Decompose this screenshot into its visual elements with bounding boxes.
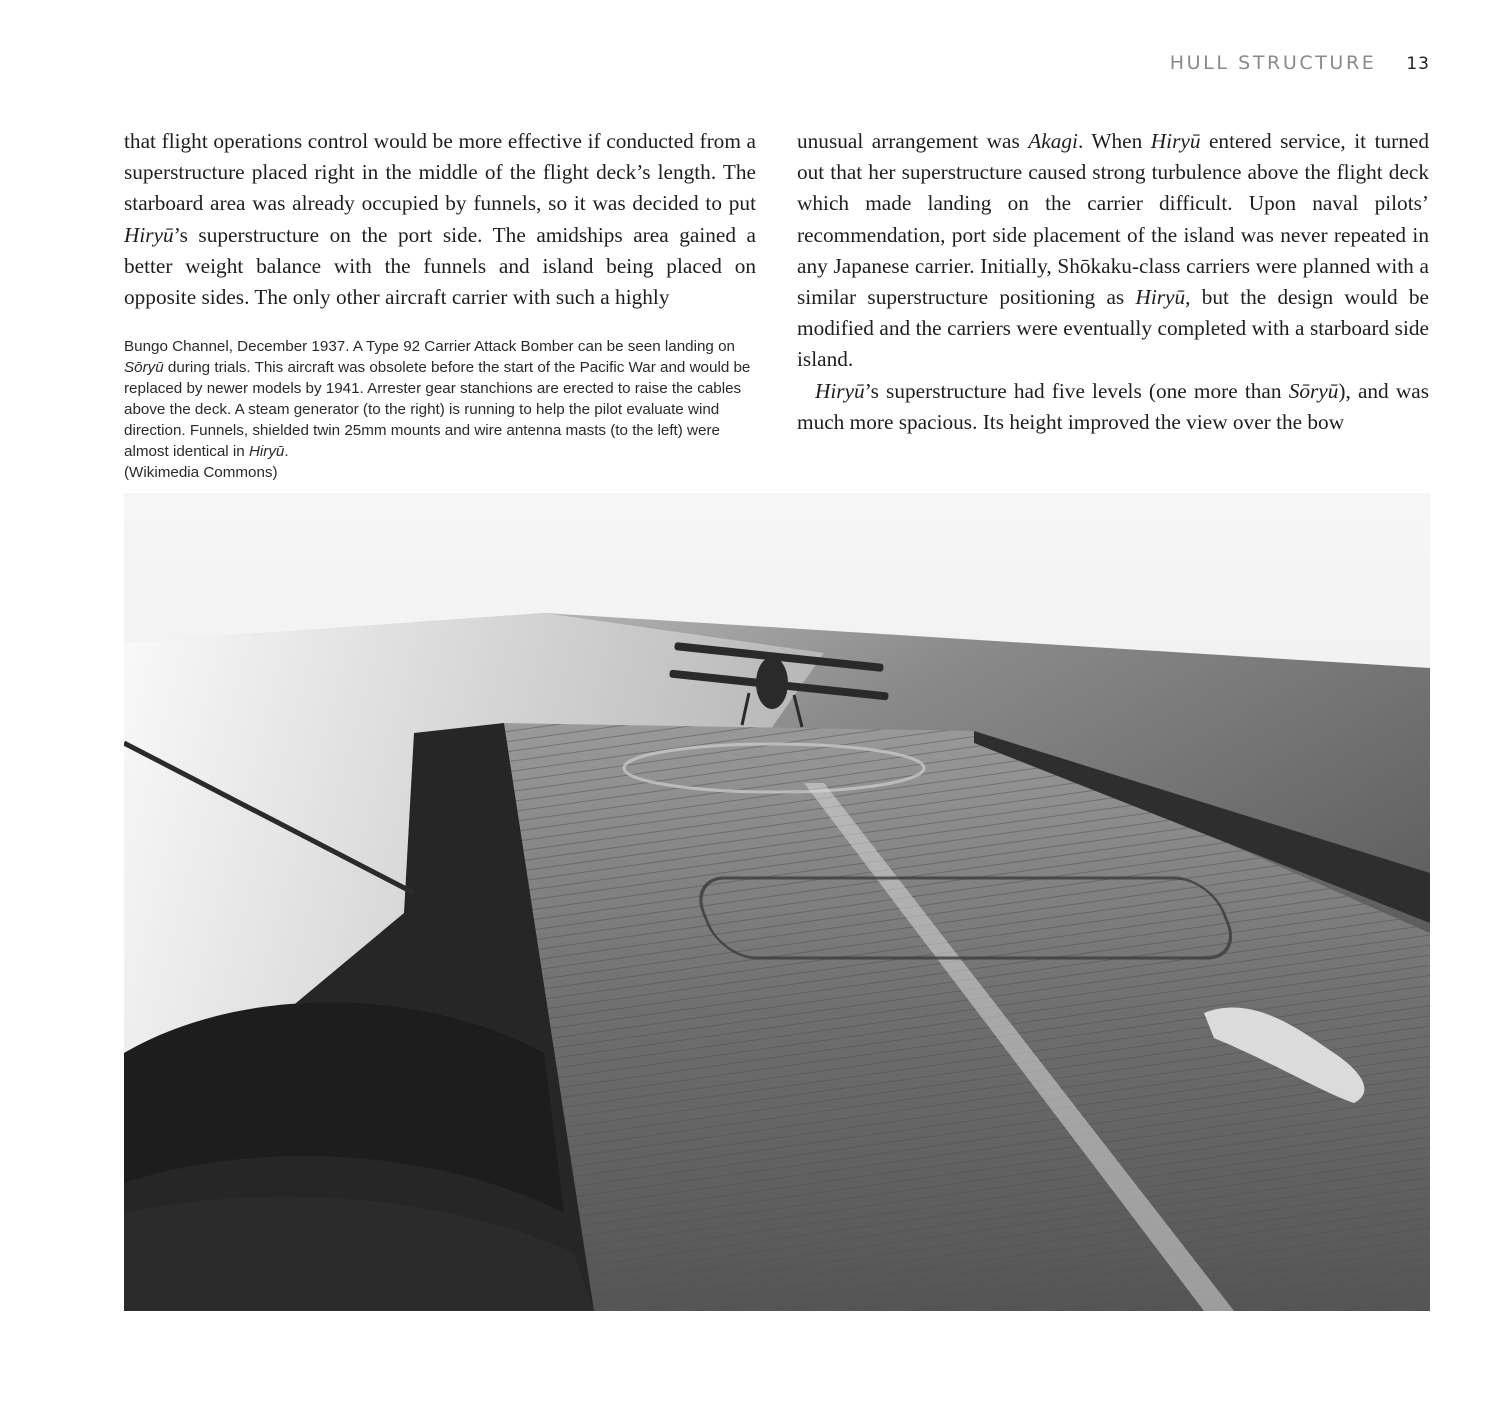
- carrier-deck-photo: [124, 493, 1430, 1311]
- ship-name: Hiryū: [1135, 285, 1186, 310]
- body-paragraph: Hiryū’s superstructure had five levels (one more than Sōryū), and was much more spacious. Its height improved the view over the bow: [797, 378, 1429, 434]
- ship-name: Sōryū: [124, 359, 164, 376]
- ship-name: Akagi: [1028, 129, 1078, 153]
- photo-credit: (Wikimedia Commons): [124, 464, 278, 481]
- section-title: HULL STRUCTURE: [1169, 52, 1377, 74]
- page-number: 13: [1406, 54, 1430, 74]
- ship-name: Hiryū: [124, 222, 174, 247]
- body-paragraph: unusual arrangement was Akagi. When Hiryū entered service, it turned out that her superstructure caused strong turbulence above the flight deck which made landing on the carrier difficult. Upon naval pilots’ recommendation, port side placement of the island was never repeated in any Japanese carrier. Initially, Shōkaku-class carriers were planned with a similar superstructure positioning as Hiryū, but the design would be modified and the carriers were eventually completed with a starboard side island.: [797, 129, 1430, 372]
- ship-name: Sōryū: [1288, 378, 1339, 403]
- body-column-left: [124, 126, 756, 313]
- running-head: [1170, 52, 1430, 74]
- ship-name: Hiryū: [248, 443, 285, 460]
- ship-name: Hiryū: [815, 378, 865, 403]
- ship-name: Hiryū: [1150, 129, 1201, 153]
- photo-caption: [124, 336, 760, 483]
- caption-text: Bungo Channel, December 1937. A Type 92 Carrier Attack Bomber can be seen landing on Sōryū during trials. This aircraft was obsolete before the start of the Pacific War and would be replaced by newer models by 1941. Arrester gear stanchions are erected to raise the cables above the deck. A steam generator (to the right) is running to help the pilot evaluate wind direction. Funnels, shielded twin 25mm mounts and wire antenna masts (to the left) were almost identical in Hiryū.: [124, 338, 751, 460]
- body-paragraph: that flight operations control would be more effective if conducted from a superstructure placed right in the middle of the flight deck’s length. The starboard area was already occupied by funnels, so it was decided to put Hiryū’s superstructure on the port side. The amidships area gained a better weight balance with the funnels and island being placed on opposite sides. The only other aircraft carrier with such a highly: [124, 129, 756, 310]
- body-column-right: [797, 126, 1429, 438]
